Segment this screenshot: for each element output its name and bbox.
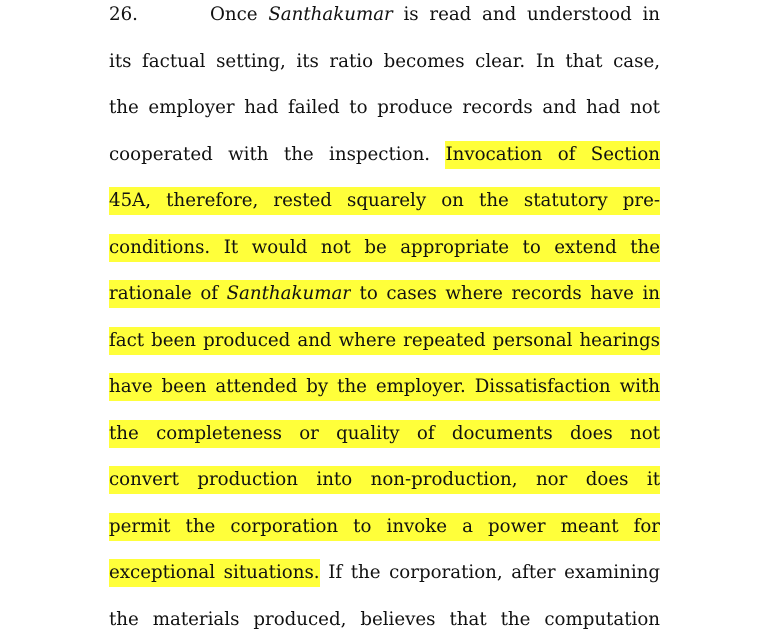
- text-line-3: [109, 96, 660, 120]
- paragraph-number: 26.: [109, 4, 138, 25]
- text-segment: Once: [210, 4, 269, 25]
- highlighted-text[interactable]: permit the corporation to invoke a power meant for: [109, 513, 660, 541]
- highlighted-text[interactable]: fact been produced and where repeated personal hearings: [109, 327, 660, 355]
- text-segment: is read and understood in: [392, 4, 660, 25]
- text-line-1: [109, 3, 660, 27]
- highlighted-text[interactable]: rationale of: [109, 280, 227, 308]
- text-line-14: [109, 608, 660, 632]
- highlighted-text[interactable]: exceptional situations.: [109, 559, 320, 587]
- highlighted-text[interactable]: conditions. It would not be appropriate to extend the: [109, 234, 660, 262]
- case-name-santhakumar: Santhakumar: [268, 4, 393, 25]
- text-line-5: [109, 189, 660, 213]
- text-segment: the employer had failed to produce records and had not: [109, 97, 660, 118]
- text-line-11: [109, 468, 660, 492]
- highlighted-text[interactable]: Invocation of Section: [445, 141, 660, 169]
- text-line-9: [109, 375, 660, 399]
- text-segment: cooperated with the inspection.: [109, 143, 446, 165]
- text-line-2: [109, 50, 660, 74]
- text-line-4: [109, 143, 660, 167]
- highlighted-text[interactable]: have been attended by the employer. Dissatisfaction with: [109, 373, 660, 401]
- text-line-7: [109, 282, 660, 306]
- highlighted-text[interactable]: the completeness or quality of documents does not: [109, 420, 660, 448]
- text-segment: the materials produced, believes that the computation: [109, 608, 660, 630]
- case-name-santhakumar[interactable]: Santhakumar: [227, 280, 351, 308]
- highlighted-text[interactable]: 45A, therefore, rested squarely on the statutory pre-: [109, 187, 660, 215]
- text-segment: its factual setting, its ratio becomes clear. In that case,: [109, 50, 660, 72]
- text-line-10: [109, 422, 660, 446]
- text-line-12: [109, 515, 660, 539]
- highlighted-text[interactable]: to cases where records have in: [351, 280, 660, 308]
- text-segment: If the corporation, after examining: [319, 562, 660, 583]
- highlighted-text[interactable]: convert production into non-production, nor does it: [109, 466, 660, 494]
- text-line-6: [109, 236, 660, 260]
- text-line-13: [109, 561, 660, 585]
- text-line-8: [109, 329, 660, 353]
